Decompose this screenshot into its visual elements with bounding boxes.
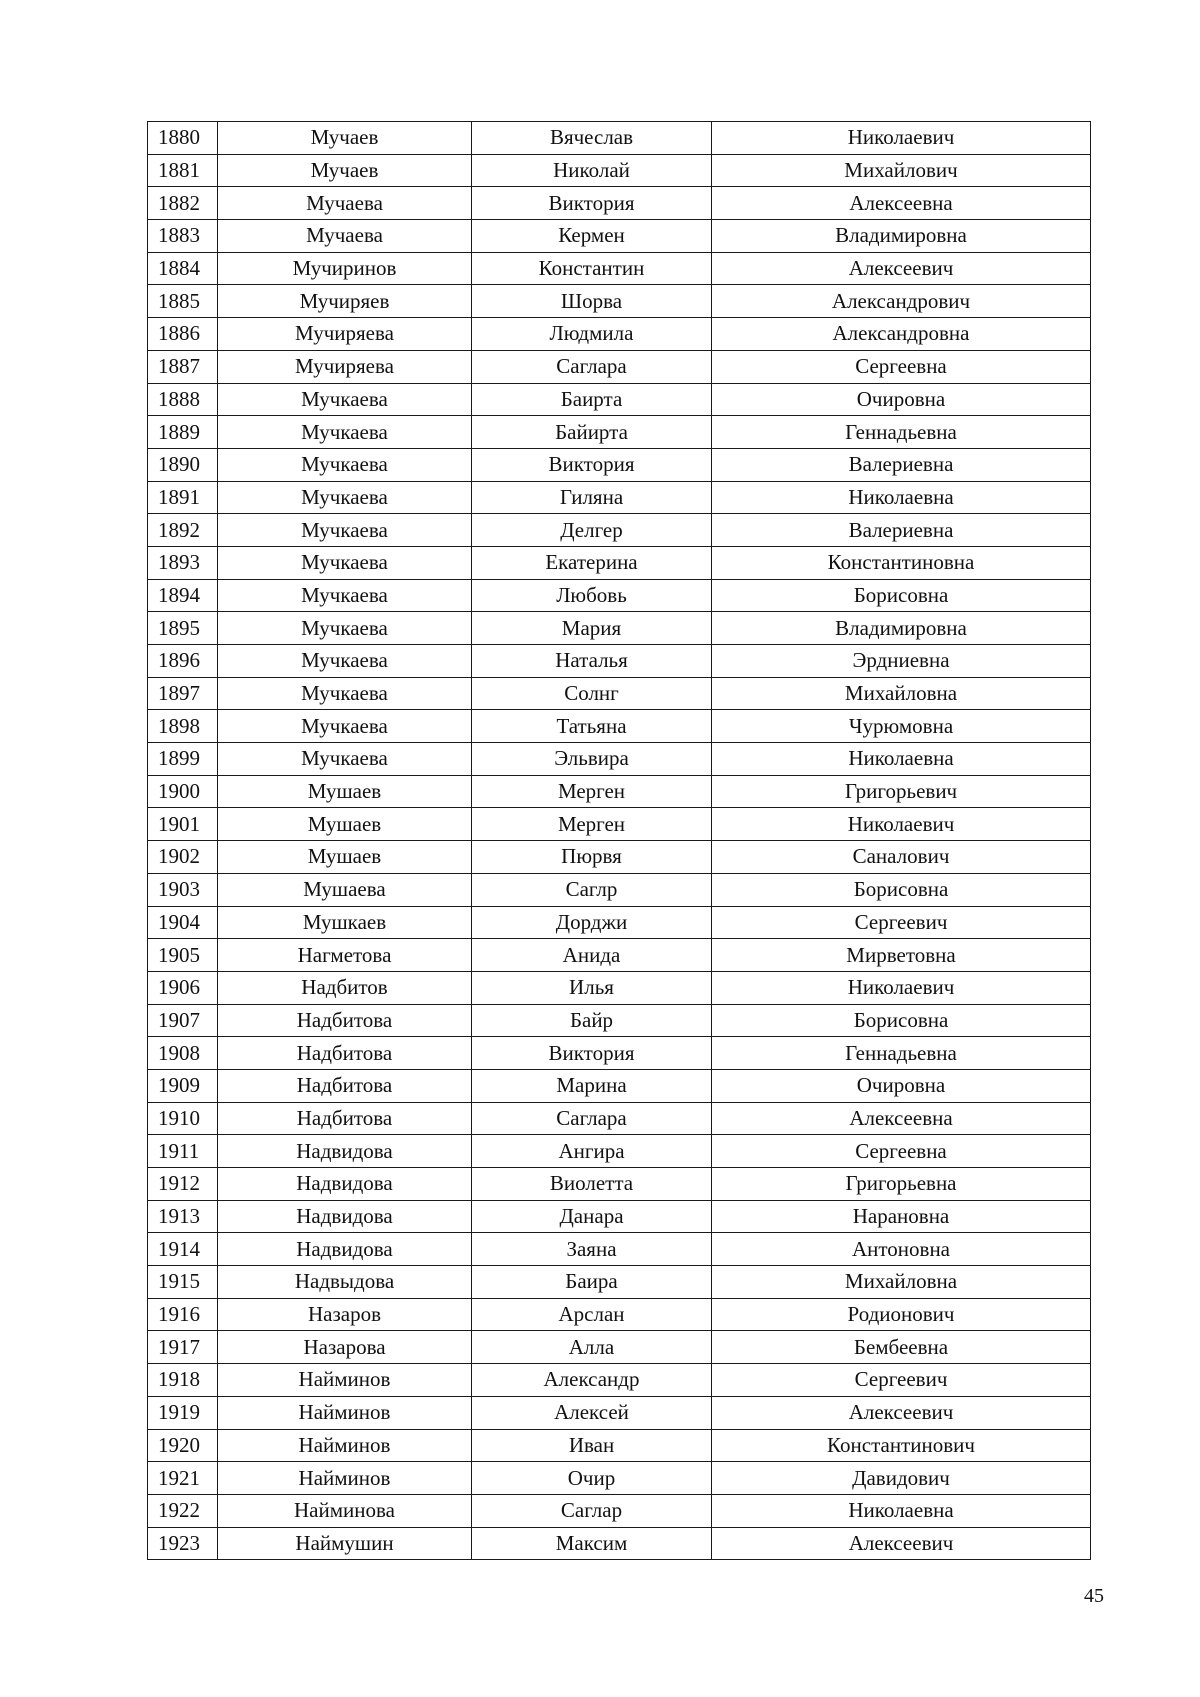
row-number-cell: 1921 bbox=[148, 1462, 218, 1495]
last-name-cell: Мучкаева bbox=[218, 546, 472, 579]
row-number-cell: 1910 bbox=[148, 1102, 218, 1135]
last-name-cell: Мушаев bbox=[218, 808, 472, 841]
row-number-cell: 1911 bbox=[148, 1135, 218, 1168]
first-name-cell: Алексей bbox=[472, 1396, 712, 1429]
first-name-cell: Наталья bbox=[472, 645, 712, 678]
table-row bbox=[148, 743, 1091, 776]
patronymic-cell: Борисовна bbox=[712, 873, 1091, 906]
patronymic-cell: Алексеевич bbox=[712, 1527, 1091, 1560]
first-name-cell: Александр bbox=[472, 1364, 712, 1397]
patronymic-cell: Давидович bbox=[712, 1462, 1091, 1495]
patronymic-cell: Сергеевна bbox=[712, 350, 1091, 383]
table-row bbox=[148, 1233, 1091, 1266]
patronymic-cell: Владимировна bbox=[712, 612, 1091, 645]
table-row bbox=[148, 1266, 1091, 1299]
table-row bbox=[148, 1004, 1091, 1037]
table-row bbox=[148, 1069, 1091, 1102]
table-row bbox=[148, 154, 1091, 187]
patronymic-cell: Сергеевич bbox=[712, 906, 1091, 939]
table-row bbox=[148, 1037, 1091, 1070]
first-name-cell: Алла bbox=[472, 1331, 712, 1364]
first-name-cell: Анида bbox=[472, 939, 712, 972]
first-name-cell: Арслан bbox=[472, 1298, 712, 1331]
table-row bbox=[148, 579, 1091, 612]
first-name-cell: Дорджи bbox=[472, 906, 712, 939]
last-name-cell: Надбитова bbox=[218, 1037, 472, 1070]
row-number-cell: 1889 bbox=[148, 416, 218, 449]
table-row bbox=[148, 416, 1091, 449]
row-number-cell: 1912 bbox=[148, 1168, 218, 1201]
patronymic-cell: Михайловна bbox=[712, 1266, 1091, 1299]
patronymic-cell: Николаевич bbox=[712, 808, 1091, 841]
row-number-cell: 1880 bbox=[148, 122, 218, 155]
last-name-cell: Надвидова bbox=[218, 1233, 472, 1266]
first-name-cell: Татьяна bbox=[472, 710, 712, 743]
row-number-cell: 1888 bbox=[148, 383, 218, 416]
patronymic-cell: Очировна bbox=[712, 1069, 1091, 1102]
last-name-cell: Мучаев bbox=[218, 122, 472, 155]
first-name-cell: Мерген bbox=[472, 808, 712, 841]
row-number-cell: 1902 bbox=[148, 841, 218, 874]
last-name-cell: Мучкаева bbox=[218, 448, 472, 481]
row-number-cell: 1881 bbox=[148, 154, 218, 187]
last-name-cell: Мучкаева bbox=[218, 743, 472, 776]
last-name-cell: Мучкаева bbox=[218, 416, 472, 449]
first-name-cell: Виктория bbox=[472, 187, 712, 220]
row-number-cell: 1917 bbox=[148, 1331, 218, 1364]
row-number-cell: 1890 bbox=[148, 448, 218, 481]
first-name-cell: Данара bbox=[472, 1200, 712, 1233]
page-number: 45 bbox=[1084, 1585, 1104, 1607]
first-name-cell: Шорва bbox=[472, 285, 712, 318]
patronymic-cell: Нарановна bbox=[712, 1200, 1091, 1233]
table-row bbox=[148, 1200, 1091, 1233]
patronymic-cell: Григорьевна bbox=[712, 1168, 1091, 1201]
last-name-cell: Нагметова bbox=[218, 939, 472, 972]
table-row bbox=[148, 841, 1091, 874]
patronymic-cell: Михайловна bbox=[712, 677, 1091, 710]
table-row bbox=[148, 677, 1091, 710]
last-name-cell: Мучкаева bbox=[218, 383, 472, 416]
first-name-cell: Марина bbox=[472, 1069, 712, 1102]
patronymic-cell: Эрдниевна bbox=[712, 645, 1091, 678]
last-name-cell: Мушкаев bbox=[218, 906, 472, 939]
last-name-cell: Мучкаева bbox=[218, 481, 472, 514]
first-name-cell: Эльвира bbox=[472, 743, 712, 776]
last-name-cell: Мучаева bbox=[218, 220, 472, 253]
last-name-cell: Мучкаева bbox=[218, 710, 472, 743]
row-number-cell: 1887 bbox=[148, 350, 218, 383]
first-name-cell: Баирта bbox=[472, 383, 712, 416]
table-row bbox=[148, 1429, 1091, 1462]
patronymic-cell: Антоновна bbox=[712, 1233, 1091, 1266]
patronymic-cell: Николаевна bbox=[712, 743, 1091, 776]
patronymic-cell: Александрович bbox=[712, 285, 1091, 318]
first-name-cell: Любовь bbox=[472, 579, 712, 612]
row-number-cell: 1882 bbox=[148, 187, 218, 220]
first-name-cell: Байр bbox=[472, 1004, 712, 1037]
table-row bbox=[148, 448, 1091, 481]
table-row bbox=[148, 1364, 1091, 1397]
table-row bbox=[148, 971, 1091, 1004]
first-name-cell: Саглар bbox=[472, 1494, 712, 1527]
row-number-cell: 1906 bbox=[148, 971, 218, 1004]
first-name-cell: Максим bbox=[472, 1527, 712, 1560]
first-name-cell: Константин bbox=[472, 252, 712, 285]
first-name-cell: Мария bbox=[472, 612, 712, 645]
row-number-cell: 1920 bbox=[148, 1429, 218, 1462]
last-name-cell: Мучкаева bbox=[218, 514, 472, 547]
row-number-cell: 1883 bbox=[148, 220, 218, 253]
patronymic-cell: Саналович bbox=[712, 841, 1091, 874]
patronymic-cell: Борисовна bbox=[712, 579, 1091, 612]
row-number-cell: 1909 bbox=[148, 1069, 218, 1102]
last-name-cell: Надбитова bbox=[218, 1102, 472, 1135]
row-number-cell: 1892 bbox=[148, 514, 218, 547]
last-name-cell: Надвидова bbox=[218, 1200, 472, 1233]
last-name-cell: Мучкаева bbox=[218, 612, 472, 645]
first-name-cell: Людмила bbox=[472, 318, 712, 351]
row-number-cell: 1923 bbox=[148, 1527, 218, 1560]
row-number-cell: 1885 bbox=[148, 285, 218, 318]
first-name-cell: Ангира bbox=[472, 1135, 712, 1168]
table-row bbox=[148, 252, 1091, 285]
patronymic-cell: Николаевич bbox=[712, 971, 1091, 1004]
row-number-cell: 1904 bbox=[148, 906, 218, 939]
first-name-cell: Баира bbox=[472, 1266, 712, 1299]
table-row bbox=[148, 710, 1091, 743]
last-name-cell: Мучиряев bbox=[218, 285, 472, 318]
table-row bbox=[148, 1527, 1091, 1560]
row-number-cell: 1898 bbox=[148, 710, 218, 743]
last-name-cell: Найминов bbox=[218, 1462, 472, 1495]
patronymic-cell: Алексеевна bbox=[712, 187, 1091, 220]
table-row bbox=[148, 775, 1091, 808]
patronymic-cell: Валериевна bbox=[712, 448, 1091, 481]
first-name-cell: Делгер bbox=[472, 514, 712, 547]
first-name-cell: Кермен bbox=[472, 220, 712, 253]
row-number-cell: 1901 bbox=[148, 808, 218, 841]
patronymic-cell: Константиновна bbox=[712, 546, 1091, 579]
last-name-cell: Мушаев bbox=[218, 775, 472, 808]
row-number-cell: 1893 bbox=[148, 546, 218, 579]
table-row bbox=[148, 1331, 1091, 1364]
patronymic-cell: Родионович bbox=[712, 1298, 1091, 1331]
table-row bbox=[148, 939, 1091, 972]
patronymic-cell: Сергеевич bbox=[712, 1364, 1091, 1397]
row-number-cell: 1903 bbox=[148, 873, 218, 906]
first-name-cell: Пюрвя bbox=[472, 841, 712, 874]
table-row bbox=[148, 318, 1091, 351]
last-name-cell: Мучиринов bbox=[218, 252, 472, 285]
table-row bbox=[148, 1135, 1091, 1168]
row-number-cell: 1900 bbox=[148, 775, 218, 808]
patronymic-cell: Николаевна bbox=[712, 481, 1091, 514]
row-number-cell: 1914 bbox=[148, 1233, 218, 1266]
last-name-cell: Надбитов bbox=[218, 971, 472, 1004]
first-name-cell: Виктория bbox=[472, 1037, 712, 1070]
row-number-cell: 1907 bbox=[148, 1004, 218, 1037]
last-name-cell: Мучиряева bbox=[218, 350, 472, 383]
last-name-cell: Мучкаева bbox=[218, 579, 472, 612]
last-name-cell: Мушаева bbox=[218, 873, 472, 906]
last-name-cell: Надбитова bbox=[218, 1004, 472, 1037]
last-name-cell: Надвидова bbox=[218, 1168, 472, 1201]
patronymic-cell: Николаевна bbox=[712, 1494, 1091, 1527]
first-name-cell: Саглр bbox=[472, 873, 712, 906]
first-name-cell: Виктория bbox=[472, 448, 712, 481]
table-row bbox=[148, 1298, 1091, 1331]
first-name-cell: Байирта bbox=[472, 416, 712, 449]
patronymic-cell: Очировна bbox=[712, 383, 1091, 416]
row-number-cell: 1899 bbox=[148, 743, 218, 776]
row-number-cell: 1886 bbox=[148, 318, 218, 351]
row-number-cell: 1905 bbox=[148, 939, 218, 972]
last-name-cell: Найминова bbox=[218, 1494, 472, 1527]
patronymic-cell: Чурюмовна bbox=[712, 710, 1091, 743]
patronymic-cell: Владимировна bbox=[712, 220, 1091, 253]
first-name-cell: Екатерина bbox=[472, 546, 712, 579]
row-number-cell: 1891 bbox=[148, 481, 218, 514]
first-name-cell: Саглара bbox=[472, 1102, 712, 1135]
last-name-cell: Мучаева bbox=[218, 187, 472, 220]
row-number-cell: 1922 bbox=[148, 1494, 218, 1527]
names-table-body bbox=[148, 122, 1091, 1560]
first-name-cell: Николай bbox=[472, 154, 712, 187]
patronymic-cell: Геннадьевна bbox=[712, 1037, 1091, 1070]
last-name-cell: Найминов bbox=[218, 1364, 472, 1397]
last-name-cell: Назаров bbox=[218, 1298, 472, 1331]
table-row bbox=[148, 906, 1091, 939]
last-name-cell: Мучиряева bbox=[218, 318, 472, 351]
last-name-cell: Мушаев bbox=[218, 841, 472, 874]
last-name-cell: Надвыдова bbox=[218, 1266, 472, 1299]
first-name-cell: Илья bbox=[472, 971, 712, 1004]
patronymic-cell: Александровна bbox=[712, 318, 1091, 351]
first-name-cell: Иван bbox=[472, 1429, 712, 1462]
patronymic-cell: Борисовна bbox=[712, 1004, 1091, 1037]
row-number-cell: 1897 bbox=[148, 677, 218, 710]
row-number-cell: 1884 bbox=[148, 252, 218, 285]
first-name-cell: Заяна bbox=[472, 1233, 712, 1266]
last-name-cell: Мучкаева bbox=[218, 645, 472, 678]
first-name-cell: Гиляна bbox=[472, 481, 712, 514]
patronymic-cell: Алексеевич bbox=[712, 252, 1091, 285]
table-row bbox=[148, 1102, 1091, 1135]
table-row bbox=[148, 808, 1091, 841]
last-name-cell: Наймушин bbox=[218, 1527, 472, 1560]
patronymic-cell: Мирветовна bbox=[712, 939, 1091, 972]
table-row bbox=[148, 1396, 1091, 1429]
patronymic-cell: Алексеевна bbox=[712, 1102, 1091, 1135]
last-name-cell: Надвидова bbox=[218, 1135, 472, 1168]
last-name-cell: Надбитова bbox=[218, 1069, 472, 1102]
table-row bbox=[148, 187, 1091, 220]
first-name-cell: Саглара bbox=[472, 350, 712, 383]
row-number-cell: 1916 bbox=[148, 1298, 218, 1331]
table-row bbox=[148, 645, 1091, 678]
patronymic-cell: Николаевич bbox=[712, 122, 1091, 155]
row-number-cell: 1915 bbox=[148, 1266, 218, 1299]
patronymic-cell: Геннадьевна bbox=[712, 416, 1091, 449]
table-row bbox=[148, 873, 1091, 906]
table-row bbox=[148, 220, 1091, 253]
last-name-cell: Найминов bbox=[218, 1429, 472, 1462]
row-number-cell: 1908 bbox=[148, 1037, 218, 1070]
patronymic-cell: Валериевна bbox=[712, 514, 1091, 547]
first-name-cell: Виолетта bbox=[472, 1168, 712, 1201]
table-row bbox=[148, 481, 1091, 514]
last-name-cell: Мучкаева bbox=[218, 677, 472, 710]
patronymic-cell: Михайлович bbox=[712, 154, 1091, 187]
last-name-cell: Найминов bbox=[218, 1396, 472, 1429]
table-row bbox=[148, 1494, 1091, 1527]
table-row bbox=[148, 612, 1091, 645]
row-number-cell: 1896 bbox=[148, 645, 218, 678]
patronymic-cell: Алексеевич bbox=[712, 1396, 1091, 1429]
first-name-cell: Мерген bbox=[472, 775, 712, 808]
row-number-cell: 1918 bbox=[148, 1364, 218, 1397]
names-table bbox=[147, 121, 1091, 1560]
table-row bbox=[148, 514, 1091, 547]
patronymic-cell: Сергеевна bbox=[712, 1135, 1091, 1168]
row-number-cell: 1894 bbox=[148, 579, 218, 612]
table-row bbox=[148, 546, 1091, 579]
table-row bbox=[148, 1462, 1091, 1495]
patronymic-cell: Бембеевна bbox=[712, 1331, 1091, 1364]
table-row bbox=[148, 350, 1091, 383]
first-name-cell: Вячеслав bbox=[472, 122, 712, 155]
table-row bbox=[148, 383, 1091, 416]
table-row bbox=[148, 1168, 1091, 1201]
last-name-cell: Мучаев bbox=[218, 154, 472, 187]
table-row bbox=[148, 285, 1091, 318]
table-row bbox=[148, 122, 1091, 155]
patronymic-cell: Константинович bbox=[712, 1429, 1091, 1462]
last-name-cell: Назарова bbox=[218, 1331, 472, 1364]
first-name-cell: Солнг bbox=[472, 677, 712, 710]
first-name-cell: Очир bbox=[472, 1462, 712, 1495]
row-number-cell: 1913 bbox=[148, 1200, 218, 1233]
row-number-cell: 1919 bbox=[148, 1396, 218, 1429]
row-number-cell: 1895 bbox=[148, 612, 218, 645]
patronymic-cell: Григорьевич bbox=[712, 775, 1091, 808]
